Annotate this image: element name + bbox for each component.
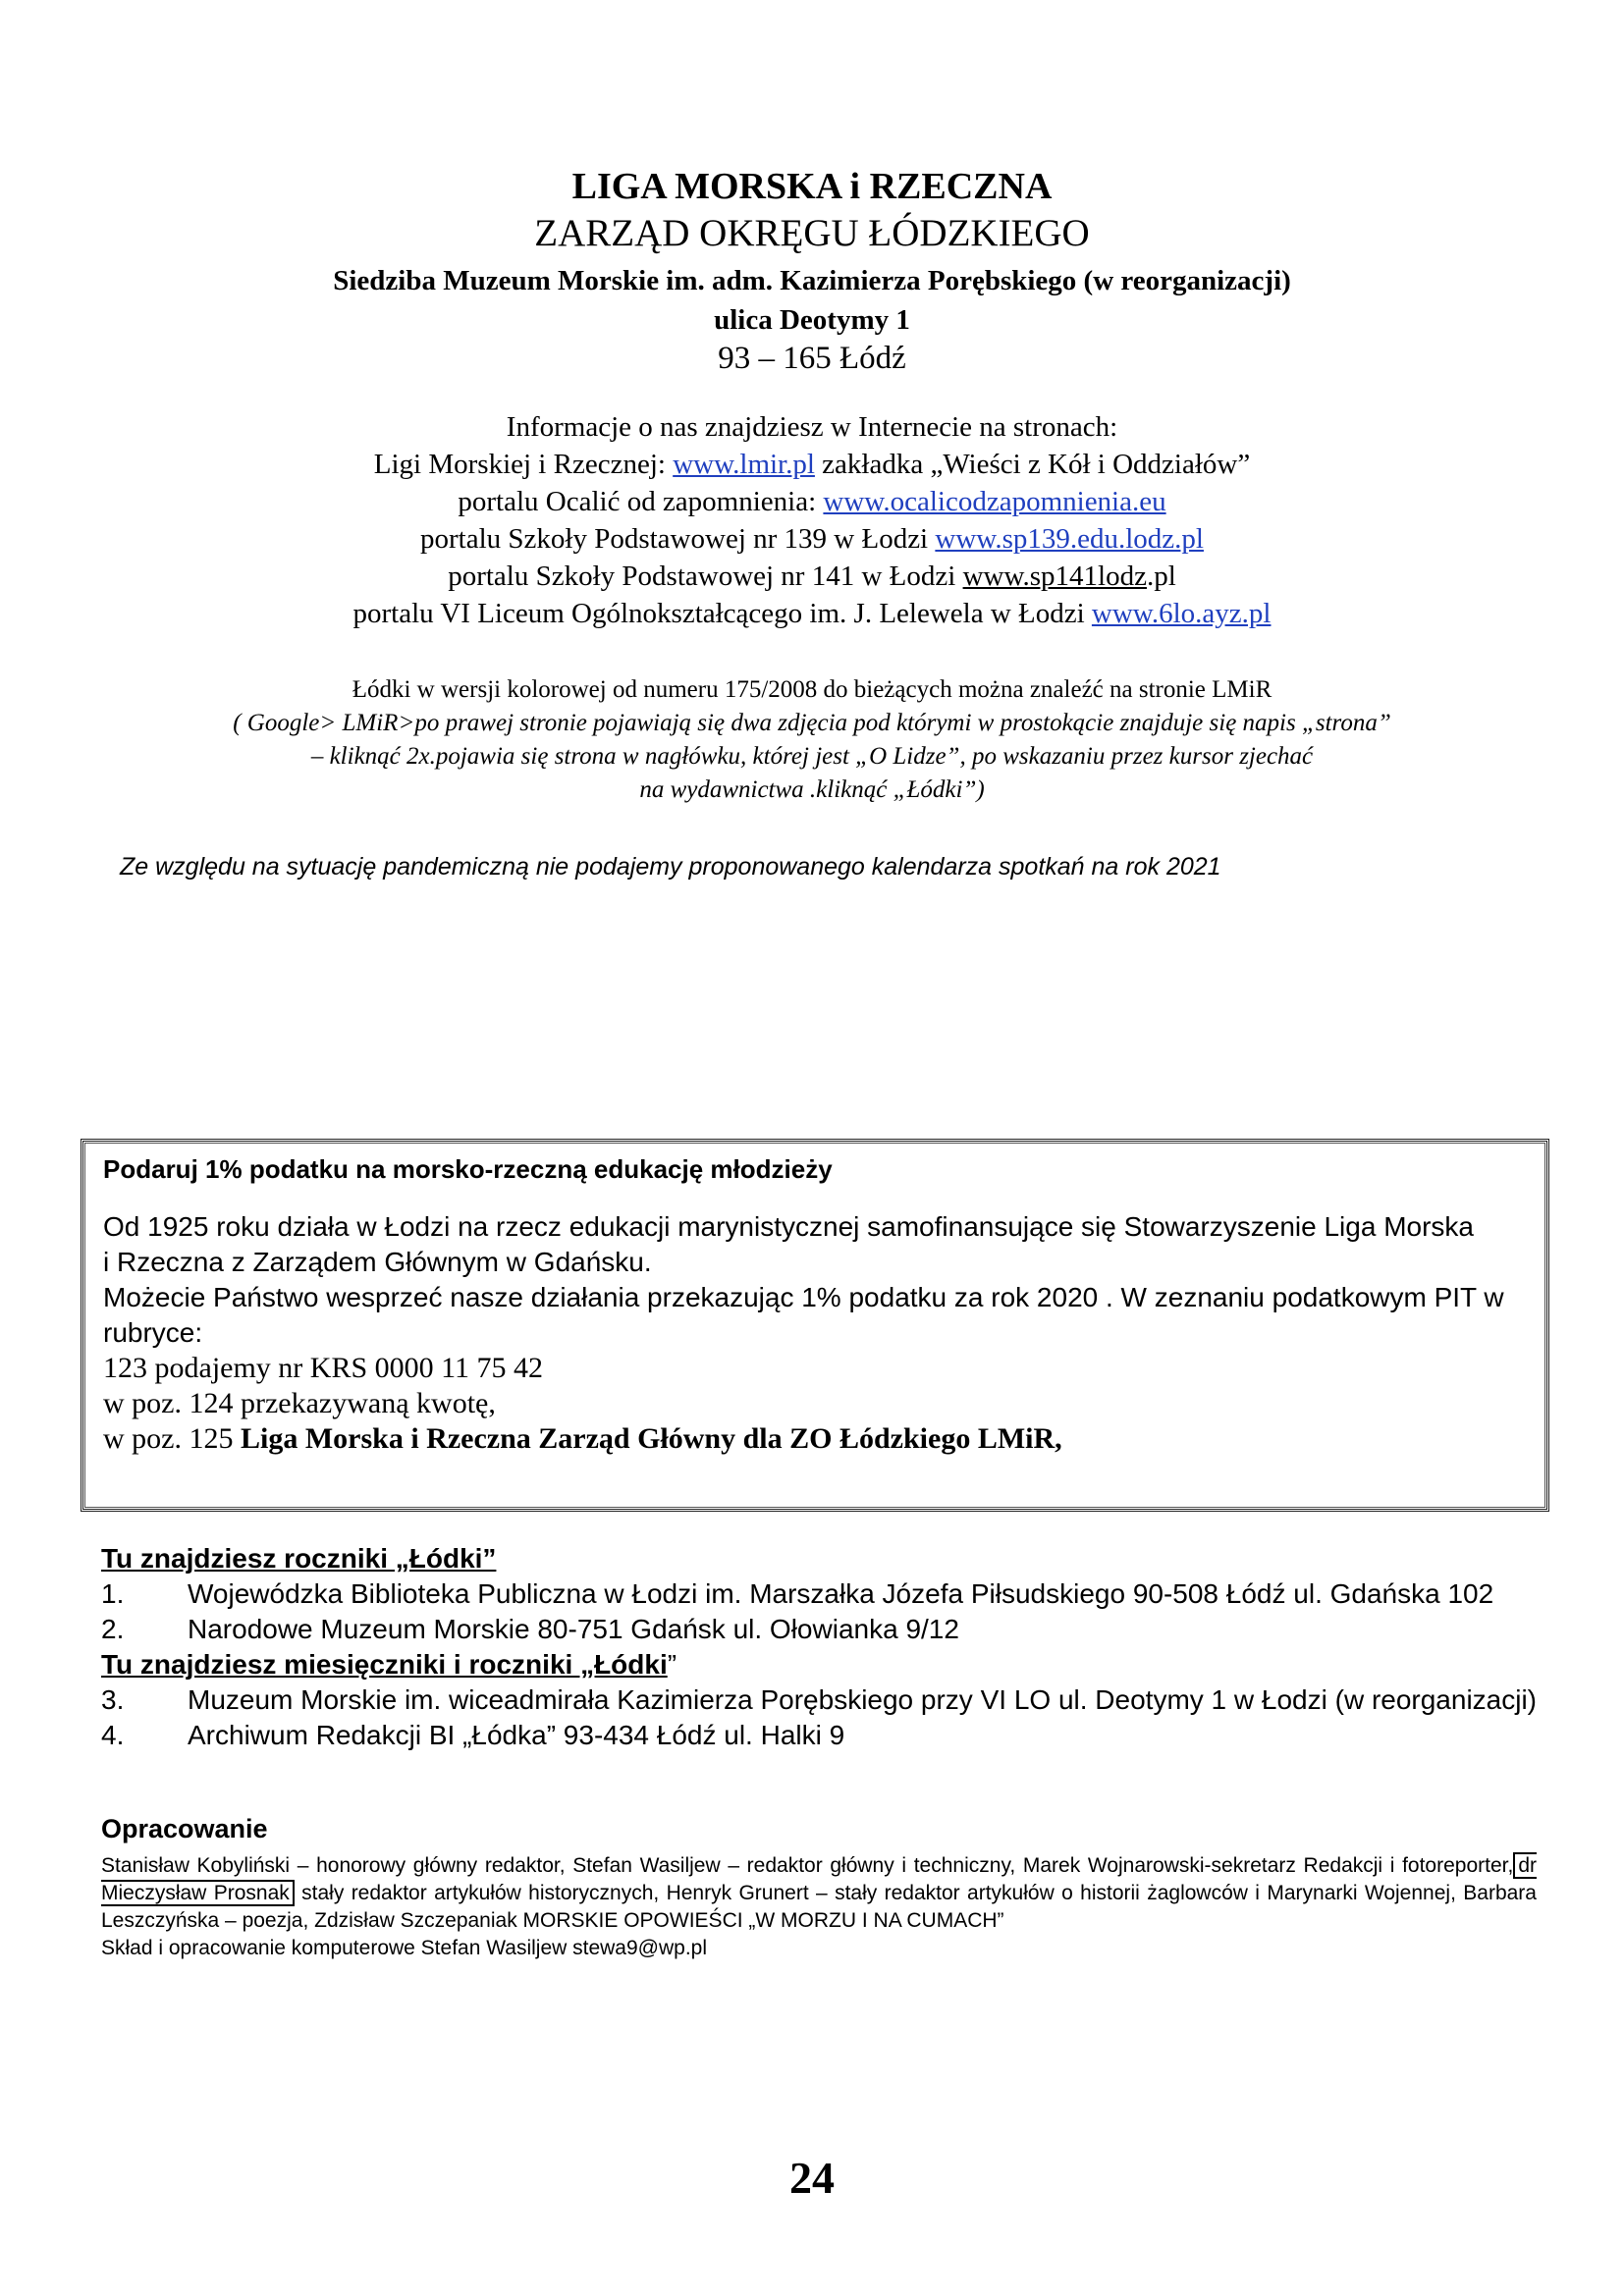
info-line-sp141: [0, 558, 1624, 595]
donation-text: w poz. 125: [103, 1422, 241, 1455]
item-text: Wojewódzka Biblioteka Publiczna w Łodzi im. Marszałka Józefa Piłsudskiego 90-508 Łódź ul. Gdańska 102: [188, 1578, 1494, 1609]
list-item: [101, 1682, 1537, 1718]
donation-line: 123 podajemy nr KRS 0000 11 75 42: [103, 1352, 544, 1384]
info-line-ocalic: [0, 483, 1624, 520]
internet-info: [0, 408, 1624, 632]
postal-address: 93 – 165 Łódź: [718, 341, 906, 376]
sp139-link[interactable]: www.sp139.edu.lodz.pl: [935, 523, 1204, 555]
info-text: portalu Szkoły Podstawowej nr 141 w Łodzi: [448, 561, 963, 592]
donation-line: w poz. 124 przekazywaną kwotę,: [103, 1387, 496, 1419]
street-address: ulica Deotymy 1: [714, 304, 910, 336]
credits: [101, 1814, 1537, 1962]
item-text: Narodowe Muzeum Morskie 80-751 Gdańsk ul. Ołowianka 9/12: [188, 1614, 959, 1644]
lodki-info: [0, 673, 1624, 807]
info-line-lmir: [0, 446, 1624, 483]
list-item: [101, 1718, 1537, 1753]
heading-quote: ”: [667, 1649, 677, 1680]
item-number: 4.: [101, 1720, 125, 1750]
credits-text: Stanisław Kobyliński – honorowy główny redaktor, Stefan Wasiljew – redaktor główny i techniczny, Marek Wojnarowski-sekretarz Redakcji i fotoreporter,: [101, 1854, 1514, 1877]
item-number: 1.: [101, 1578, 125, 1609]
item-text: Muzeum Morskie im. wiceadmirała Kazimierza Porębskiego przy VI LO ul. Deotymy 1 w Łodzi (w reorganizacji): [188, 1684, 1538, 1715]
credits-body: [101, 1852, 1537, 1935]
places-heading-yearly: Tu znajdziesz roczniki „Łódki”: [101, 1543, 497, 1574]
donation-line: Możecie Państwo wesprzeć nasze działania przekazując 1% podatku za rok 2020 . W zeznaniu podatkowym PIT w: [103, 1282, 1504, 1312]
info-text: portalu Ocalić od zapomnienia:: [458, 486, 824, 517]
info-line-sp139: [0, 520, 1624, 558]
credits-text: stały redaktor artykułów historycznych, Henryk Grunert – stały redaktor artykułów o historii żaglowców i Marynarki Wojennej, Barbara Leszczyńska – poezja, Zdzisław Szczepaniak MORSKIE OPOWIEŚCI „W MORZU I NA CUMACH”: [101, 1882, 1537, 1932]
places-list: [101, 1541, 1537, 1753]
boxed-name: dr Mieczysław Prosnak: [101, 1854, 1537, 1904]
info-text: portalu Szkoły Podstawowej nr 139 w Łodzi: [420, 523, 936, 555]
donation-title: Podaruj 1% podatku na morsko-rzeczną edukację młodzieży: [103, 1154, 833, 1184]
seat-address: Siedziba Muzeum Morskie im. adm. Kazimierza Porębskiego (w reorganizacji): [333, 265, 1291, 296]
lodki-line: ( Google> LMiR>po prawej stronie pojawiają się dwa zdjęcia pod którymi w prostokącie znajduje się napis „strona”: [233, 710, 1391, 736]
info-text: zakładka „Wieści z Kół i Oddziałów”: [814, 449, 1251, 480]
places-heading-monthly: [101, 1647, 1537, 1682]
info-intro: Informacje o nas znajdziesz w Internecie na stronach:: [506, 411, 1118, 443]
donation-line: Od 1925 roku działa w Łodzi na rzecz edukacji marynistycznej samofinansujące się Stowarzyszenie Liga Morska: [103, 1211, 1474, 1242]
lodki-line: – kliknąć 2x.pojawia się strona w nagłówku, której jest „O Lidze”, po wskazaniu przez kursor zjechać: [310, 743, 1314, 770]
org-title: LIGA MORSKA i RZECZNA: [571, 166, 1053, 207]
lmir-link[interactable]: www.lmir.pl: [673, 449, 815, 480]
item-number: 2.: [101, 1614, 125, 1644]
heading-text: Tu znajdziesz miesięczniki i roczniki „Łódki: [101, 1649, 668, 1680]
donation-line: rubryce:: [103, 1317, 203, 1348]
item-number: 3.: [101, 1684, 125, 1715]
sp141-link[interactable]: www.sp141lodz: [962, 561, 1147, 592]
list-item: [101, 1612, 1537, 1647]
pandemic-note: Ze względu na sytuację pandemiczną nie podajemy proponowanego kalendarza spotkań na rok 2021: [120, 853, 1221, 881]
list-item: [101, 1576, 1537, 1612]
typeset-credit: Skład i opracowanie komputerowe Stefan Wasiljew stewa9@wp.pl: [101, 1937, 707, 1959]
info-line-6lo: [0, 595, 1624, 632]
page-number: 24: [789, 2153, 835, 2203]
item-text: Archiwum Redakcji BI „Łódka” 93-434 Łódź ul. Halki 9: [188, 1720, 845, 1750]
credits-heading: Opracowanie: [101, 1814, 268, 1843]
ocalic-link[interactable]: www.ocalicodzapomnienia.eu: [823, 486, 1166, 517]
info-text: Ligi Morskiej i Rzecznej:: [373, 449, 674, 480]
donation-recipient: Liga Morska i Rzeczna Zarząd Główny dla ZO Łódzkiego LMiR,: [240, 1422, 1062, 1455]
info-text: portalu VI Liceum Ogólnokształcącego im. J. Lelewela w Łodzi: [352, 598, 1092, 629]
info-text: .pl: [1146, 561, 1176, 592]
lodki-line: na wydawnictwa .kliknąć „Łódki”): [639, 776, 985, 803]
lodki-line: Łódki w wersji kolorowej od numeru 175/2008 do bieżących można znaleźć na stronie LMiR: [352, 676, 1272, 703]
donation-body: [103, 1209, 1504, 1457]
6lo-link[interactable]: www.6lo.ayz.pl: [1091, 598, 1272, 629]
donation-box: [81, 1139, 1549, 1512]
donation-line: i Rzeczna z Zarządem Głównym w Gdańsku.: [103, 1247, 652, 1277]
org-subtitle: ZARZĄD OKRĘGU ŁÓDZKIEGO: [534, 212, 1090, 254]
donation-line: [103, 1421, 1504, 1457]
